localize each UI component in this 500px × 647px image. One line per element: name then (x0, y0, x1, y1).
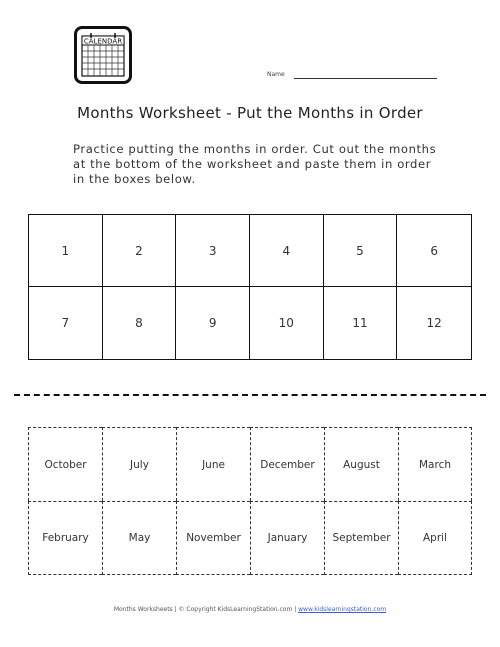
month-card: September (324, 501, 398, 575)
calendar-icon (81, 33, 125, 77)
month-card: July (102, 427, 176, 501)
order-box: 7 (29, 287, 103, 359)
order-box: 6 (397, 215, 471, 287)
order-box: 9 (176, 287, 250, 359)
order-box: 2 (103, 215, 177, 287)
month-card: December (250, 427, 324, 501)
month-card: August (324, 427, 398, 501)
calendar-logo-text: CALENDAR (83, 37, 123, 46)
order-box: 12 (426, 316, 442, 330)
instructions-text: Practice putting the months in order. Cut out the months at the bottom of the worksheet and paste them in order in the boxes below. (73, 142, 437, 186)
month-card: May (102, 501, 176, 575)
month-card: February (28, 501, 102, 575)
order-box: 11 (324, 287, 398, 359)
footer (0, 606, 500, 613)
cut-line-divider (14, 394, 486, 396)
month-card: January (250, 501, 324, 575)
calendar-logo (74, 26, 132, 84)
month-cards-grid (28, 427, 472, 575)
order-box: 1 (29, 215, 103, 287)
name-field[interactable] (267, 69, 437, 83)
month-card: November (176, 501, 250, 575)
order-box: 3 (176, 215, 250, 287)
month-card: June (176, 427, 250, 501)
worksheet-title: Months Worksheet - Put the Months in Order (77, 104, 423, 122)
order-box: 8 (103, 287, 177, 359)
order-boxes-grid (28, 214, 472, 360)
month-card: March (398, 427, 472, 501)
month-card: October (28, 427, 102, 501)
footer-text: Months Worksheets | © Copyright KidsLearningStation.com | (113, 606, 299, 613)
month-card: April (398, 501, 472, 575)
name-label: Name (267, 71, 285, 78)
name-underline[interactable] (294, 78, 437, 79)
order-box: 4 (250, 215, 324, 287)
footer-link[interactable]: www.kidslearningstation.com (298, 606, 387, 613)
order-box: 5 (324, 215, 398, 287)
order-box: 10 (250, 287, 324, 359)
